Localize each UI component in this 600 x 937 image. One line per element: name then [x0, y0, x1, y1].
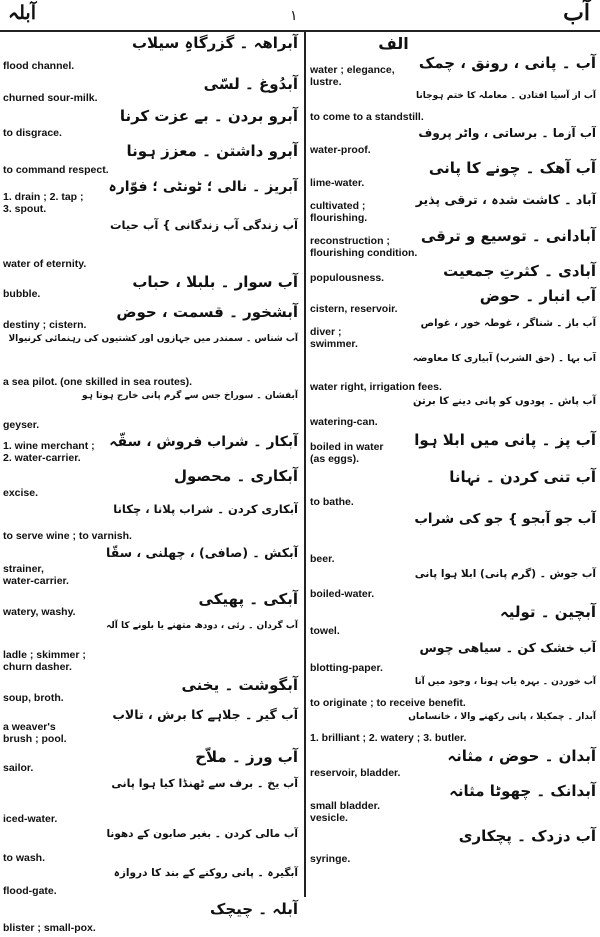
entry-translation: 1. drain ; 2. tap ; 3. spout. [3, 191, 84, 215]
dictionary-entry [0, 34, 302, 75]
column-divider [304, 32, 306, 897]
dictionary-entry [307, 782, 600, 827]
page-header [0, 0, 600, 28]
dictionary-entry [307, 827, 600, 868]
entry-headword: آبریز ۔ نالی ؛ ٹونٹی ؛ فوّارہ [108, 179, 298, 195]
entry-translation: flood-gate. [3, 885, 57, 897]
entry-translation: boiled-water. [310, 588, 375, 600]
entry-translation: blister ; small-pox. [3, 922, 96, 934]
entry-headword: آبادانی ۔ توسیع و ترقی [420, 227, 596, 245]
dictionary-entry [307, 468, 600, 511]
entry-headword: آباد ۔ کاشت شدہ ، ترقی پذیر [415, 192, 596, 207]
entry-headword: آب یخ ۔ برف سے ٹھنڈا کیا ہوا پانی [111, 777, 298, 790]
entry-headword: آب انبار ۔ حوض [479, 287, 596, 305]
dictionary-entry [307, 431, 600, 468]
entry-headword: آبکار ۔ شراب فروش ، سقّہ [109, 434, 298, 450]
entry-translation: to originate ; to receive benefit. [310, 697, 466, 709]
header-right-word: آب [563, 0, 590, 25]
dictionary-entry [307, 126, 600, 159]
entry-headword: آب مالی کردن ۔ بغیر صابون کے دھونا [106, 828, 298, 840]
dictionary-entry [307, 568, 600, 603]
entry-translation: to wash. [3, 852, 46, 864]
entry-headword: آب پز ۔ پانی میں ابلا ہوا [414, 431, 596, 449]
entry-headword: آبکی ۔ پھیکی [198, 590, 298, 608]
entry-translation: sailor. [3, 762, 34, 774]
entry-translation: geyser. [3, 419, 40, 431]
dictionary-entry [307, 159, 600, 192]
entry-translation: small bladder. vesicle. [310, 800, 381, 824]
entry-headword: آب از آسیا افتادن ۔ معاملہ کا ختم ہوجانا [416, 91, 596, 101]
header-left-word: آبلہ [8, 3, 36, 24]
entry-translation: iced-water. [3, 813, 58, 825]
entry-translation: churned sour-milk. [3, 92, 98, 104]
entry-headword: آب خوردن ۔ بہرہ یاب ہونا ، وجود میں آنا [414, 677, 596, 687]
entry-headword: آبدُوغ ۔ لسّی [203, 75, 298, 93]
entry-headword: آبکاری کردن ۔ شراب پلانا ، چکانا [113, 502, 298, 516]
entry-headword: آبفشان ۔ سوراخ جس سے گرم پانی خارج ہوتا ہو [81, 391, 298, 401]
entry-translation: to disgrace. [3, 127, 62, 139]
entry-translation: beer. [310, 553, 335, 565]
entry-headword: آب خشک کن ۔ سیاھی چوس [419, 640, 596, 655]
entry-headword: آب پاش ۔ پودوں کو پانی دینے کا برتن [413, 396, 596, 407]
entry-translation: to command respect. [3, 164, 109, 176]
entry-translation: towel. [310, 625, 340, 637]
dictionary-entry [0, 179, 302, 218]
entry-translation: reconstruction ; flourishing condition. [310, 235, 418, 259]
entry-translation: watery, washy. [3, 606, 76, 618]
left-column [0, 34, 302, 937]
entry-headword: آبادی ۔ کثرتِ جمعیت [443, 262, 596, 280]
dictionary-entry [307, 318, 600, 353]
entry-translation: diver ; swimmer. [310, 326, 358, 350]
entry-headword: آبچین ۔ تولیہ [499, 603, 596, 621]
entry-headword: آب باز ۔ شناگر ، غوطہ خور ، غواص [420, 318, 596, 329]
dictionary-entry [0, 621, 302, 676]
dictionary-entry [0, 334, 302, 391]
entry-translation: boiled in water (as eggs). [310, 441, 384, 465]
entry-translation: water ; elegance, lustre. [310, 64, 395, 88]
dictionary-entry [0, 142, 302, 179]
dictionary-entry [0, 676, 302, 707]
dictionary-entry [307, 747, 600, 782]
dictionary-entry [307, 91, 600, 126]
entry-headword: آب دزدک ۔ پچکاری [458, 827, 596, 845]
entry-translation: to bathe. [310, 496, 354, 508]
entry-translation: reservoir, bladder. [310, 767, 401, 779]
entry-translation: watering-can. [310, 416, 378, 428]
dictionary-entry [307, 287, 600, 318]
dictionary-entry [307, 712, 600, 747]
dictionary-entry [0, 273, 302, 303]
page-number: ۱ [290, 9, 298, 24]
dictionary-entry [0, 303, 302, 334]
section-title: الف [378, 34, 409, 53]
dictionary-entry [0, 502, 302, 545]
dictionary-entry [0, 590, 302, 621]
entry-translation: water right, irrigation fees. [310, 381, 442, 393]
dictionary-entry [0, 107, 302, 142]
dictionary-entry [307, 192, 600, 227]
entry-headword: آب ۔ پانی ، رونق ، چمک [418, 54, 596, 72]
dictionary-entry [0, 777, 302, 828]
dictionary-entry [0, 867, 302, 900]
entry-translation: water-proof. [310, 144, 371, 156]
entry-translation: strainer, water-carrier. [3, 563, 69, 587]
entry-translation: bubble. [3, 288, 41, 300]
entry-headword: آب جوش ۔ (گرم پانی) ابلا ہوا پانی [414, 568, 596, 580]
dictionary-entry [0, 218, 302, 273]
entry-translation: 1. brilliant ; 2. watery ; 3. butler. [310, 732, 467, 744]
entry-headword: آبراھہ ۔ گزرگاہِ سیلاب [131, 34, 298, 52]
entry-translation: syringe. [310, 853, 351, 865]
entry-headword: آبگیرہ ۔ پانی روکنے کے بند کا دروازہ [113, 867, 298, 879]
dictionary-entry [307, 396, 600, 431]
entry-translation: flood channel. [3, 60, 75, 72]
entry-translation: to serve wine ; to varnish. [3, 530, 132, 542]
entry-headword: آب جو آبجو } جو کی شراب [414, 511, 596, 527]
right-column [307, 34, 600, 868]
dictionary-entry [307, 54, 600, 91]
dictionary-entry [0, 391, 302, 434]
entry-translation: destiny ; cistern. [3, 319, 87, 331]
entry-translation: lime-water. [310, 177, 365, 189]
entry-translation: soup, broth. [3, 692, 64, 704]
dictionary-entry [307, 353, 600, 396]
dictionary-entry [307, 677, 600, 712]
entry-translation: excise. [3, 487, 39, 499]
dictionary-entry [307, 603, 600, 640]
dictionary-entry [0, 75, 302, 107]
dictionary-entry [0, 434, 302, 467]
dictionary-entry [307, 227, 600, 262]
entry-headword: آب آزما ۔ برساتی ، واٹر پروف [418, 126, 596, 140]
entry-headword: آب گیر ۔ جلاہے کا برش ، تالاب [112, 707, 298, 722]
dictionary-entry [0, 707, 302, 748]
entry-headword: آب آھک ۔ چونے کا پانی [428, 159, 596, 177]
entry-translation: a sea pilot. (one skilled in sea routes). [3, 376, 193, 388]
entry-translation: a weaver's brush ; pool. [3, 721, 67, 745]
dictionary-entry [0, 828, 302, 867]
entry-headword: آب ورز ۔ ملاّح [195, 748, 298, 766]
entry-translation: blotting-paper. [310, 662, 383, 674]
entry-headword: آب بہا ۔ (حق الشرب) آبیاری کا معاوضہ [412, 353, 596, 364]
entry-headword: آبکاری ۔ محصول [173, 467, 298, 485]
entry-headword: آب تنی کردن ۔ نہانا [449, 468, 596, 486]
entry-headword: آبدان ۔ حوض ، مثانہ [447, 747, 596, 765]
entry-headword: آبدار ۔ چمکیلا ، پانی رکھنے والا ، خانساماں [408, 712, 596, 722]
entry-headword: آبشخور ۔ قسمت ، حوض [116, 303, 298, 321]
entry-translation: ladle ; skimmer ; churn dasher. [3, 649, 86, 673]
entry-translation: water of eternity. [3, 258, 87, 270]
entry-headword: آبرو داشتن ۔ معزز ہونا [126, 142, 298, 160]
entry-headword: آبرو بردن ۔ بے عزت کرنا [119, 107, 298, 125]
dictionary-entry [307, 511, 600, 568]
dictionary-entry [307, 640, 600, 677]
entry-translation: cistern, reservoir. [310, 303, 398, 315]
entry-headword: آب گردان ۔ رئی ، دودھ متھنے یا بلونے کا آلہ [106, 621, 298, 631]
entry-translation: to come to a standstill. [310, 111, 424, 123]
dictionary-entry [0, 748, 302, 777]
dictionary-entry [307, 262, 600, 287]
entry-headword: آب زندگی آب زندگانی } آب حیات [109, 218, 298, 232]
entry-headword: آبکش ۔ (صافی) ، چھلنی ، سقّا [106, 545, 298, 560]
entry-headword: آبلہ ۔ چیچک [209, 900, 298, 918]
entry-headword: آب سوار ۔ بلبلا ، حباب [132, 273, 298, 291]
dictionary-entry [0, 467, 302, 502]
dictionary-entry [0, 900, 302, 937]
entry-translation: populousness. [310, 272, 385, 284]
entry-translation: cultivated ; flourishing. [310, 200, 368, 224]
entry-headword: آبگوشت ۔ یخنی [181, 676, 298, 694]
header-rule [0, 30, 600, 32]
entry-headword: آبدانک ۔ چھوٹا مثانہ [449, 782, 596, 800]
dictionary-entry [0, 545, 302, 590]
entry-translation: 1. wine merchant ; 2. water-carrier. [3, 440, 95, 464]
entry-headword: آب شناس ۔ سمندر میں جہازوں اور کشتیوں کی رہنمائی کرنیوالا [8, 334, 298, 344]
